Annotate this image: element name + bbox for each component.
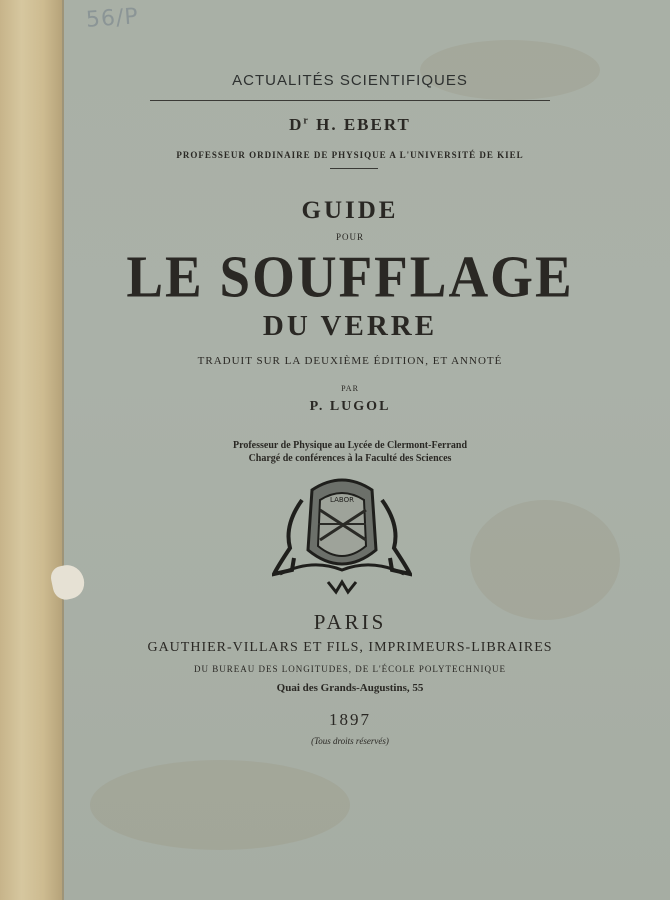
translator-name: P. LUGOL — [309, 399, 391, 414]
publication-year: 1897 — [329, 710, 371, 729]
title-subtitle: DU VERRE — [262, 310, 438, 342]
author-affiliation: PROFESSEUR ORDINAIRE DE PHYSIQUE A L'UNIVERSITÉ DE KIEL — [176, 150, 524, 160]
divider — [150, 100, 550, 101]
series-title: ACTUALITÉS SCIENTIFIQUES — [232, 72, 468, 89]
author-name: H. EBERT — [316, 115, 411, 134]
main-title: LE SOUFFLAGE — [126, 243, 574, 310]
author — [130, 115, 570, 135]
paper-stain — [90, 760, 350, 850]
translation-note: TRADUIT SUR LA DEUXIÈME ÉDITION, ET ANNOTÉ — [197, 355, 503, 367]
rights-notice: (Tous droits réservés) — [311, 736, 389, 746]
paper-stain — [420, 40, 600, 100]
paper-stain — [470, 500, 620, 620]
handwritten-mark: 56/P — [85, 4, 140, 33]
publisher-bureau: DU BUREAU DES LONGITUDES, DE L'ÉCOLE POLYTECHNIQUE — [194, 664, 506, 674]
translator-role-1: Professeur de Physique au Lycée de Clermont-Ferrand — [232, 440, 468, 451]
svg-text:LABOR: LABOR — [330, 496, 354, 504]
publisher-address: Quai des Grands-Augustins, 55 — [276, 682, 424, 694]
author-prefix-sup: r — [303, 115, 310, 127]
publisher-crest-icon — [272, 470, 412, 595]
par-label: PAR — [341, 384, 359, 393]
publisher: GAUTHIER-VILLARS ET FILS, IMPRIMEURS-LIBRAIRES — [147, 640, 553, 655]
title-pour: POUR — [335, 232, 364, 242]
city: PARIS — [313, 610, 387, 634]
book-spine — [0, 0, 64, 900]
author-prefix: D — [289, 115, 304, 134]
translator-role-2: Chargé de conférences à la Faculté des Sciences — [248, 453, 452, 464]
title-guide: GUIDE — [301, 197, 399, 224]
short-divider — [330, 168, 378, 169]
